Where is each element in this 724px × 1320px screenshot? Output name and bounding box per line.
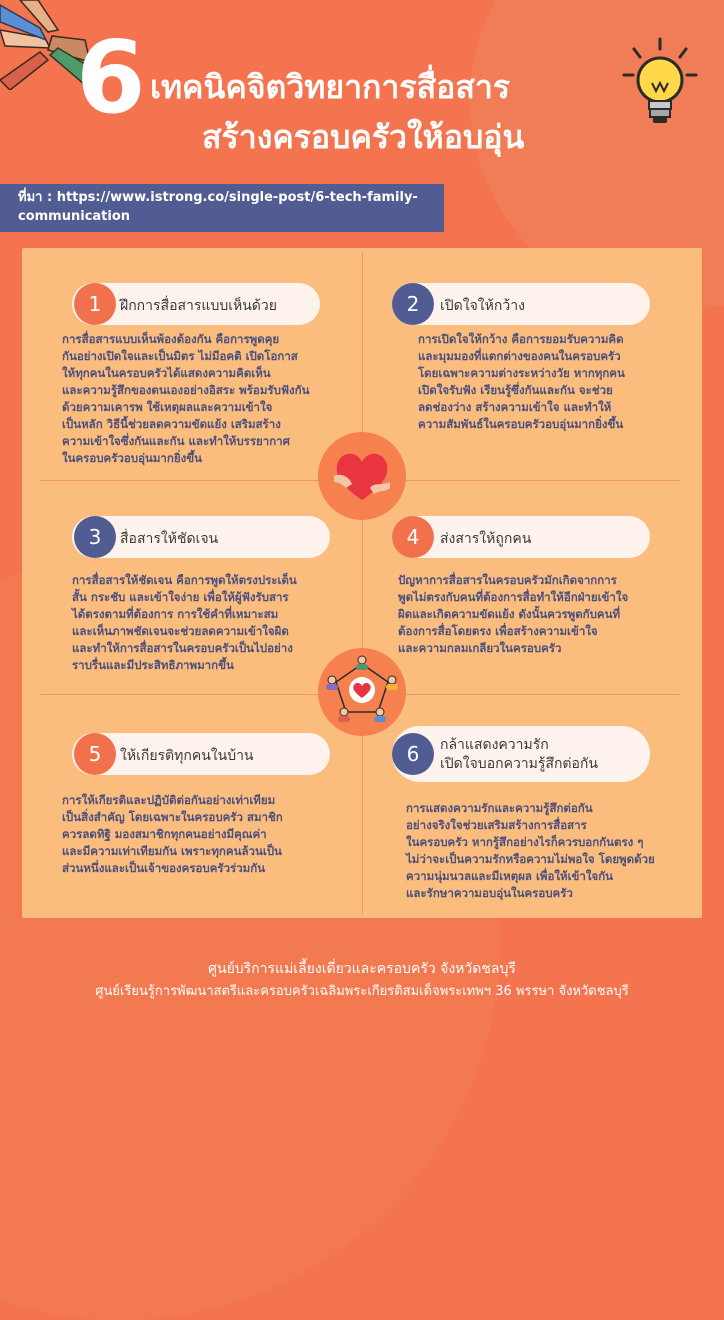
- item-3-number: 3: [74, 516, 116, 558]
- item-6-body: การแสดงความรักและความรู้สึกต่อกัน อย่างจริงใจช่วยเสริมสร้างการสื่อสาร ในครอบครัว หากรู้สึกอย่างไรก็ควรบอกกันตรง ๆ ไม่ว่าจะเป็นความรักหรือความไม่พอใจ โดยพูดด้วย ความนุ่มนวลและมีเหตุผล เพื่อให้เข้าใจกัน และรักษาความอบอุ่นในครอบครัว: [406, 801, 655, 900]
- item-3-title: สื่อสารให้ชัดเจน: [120, 531, 219, 547]
- item-6-title: กล้าแสดงความรัก เปิดใจบอกความรู้สึกต่อกัน: [440, 737, 598, 772]
- lightbulb-icon: [620, 35, 700, 135]
- item-3-body: การสื่อสารให้ชัดเจน คือการพูดให้ตรงประเด็น สั้น กระชับ และเข้าใจง่าย เพื่อให้ผู้ฟังรับสาร ได้ตรงตามที่ต้องการ การใช้คำที่เหมาะสม และเห็นภาพชัดเจนจะช่วยลดความเข้าใจผิด และทำให้การสื่อสารในครอบครัวเป็นไปอย่าง ราบรื่นและมีประสิทธิภาพมากขึ้น: [72, 573, 297, 672]
- item-6-number: 6: [392, 733, 434, 775]
- page-title-line-1: เทคนิคจิตวิทยาการสื่อสาร: [150, 68, 510, 106]
- item-1-number: 1: [74, 283, 116, 325]
- item-5-title: ให้เกียรติทุกคนในบ้าน: [120, 748, 254, 764]
- item-5-number: 5: [74, 733, 116, 775]
- page-title-line-2: สร้างครอบครัวให้อบอุ่น: [202, 118, 525, 156]
- heart-hug-icon: [328, 442, 396, 510]
- item-5-body: การให้เกียรติและปฏิบัติต่อกันอย่างเท่าเทียม เป็นสิ่งสำคัญ โดยเฉพาะในครอบครัว สมาชิก ควรลดทิฐิ มองสมาชิกทุกคนอย่างมีคุณค่า และมีความเท่าเทียมกัน เพราะทุกคนล้วนเป็น ส่วนหนึ่งและเป็นเจ้าของครอบครัวร่วมกัน: [62, 793, 283, 875]
- vertical-divider: [362, 252, 363, 914]
- footer-line-1: ศูนย์บริการแม่เลี้ยงเดี่ยวและครอบครัว จังหวัดชลบุรี: [208, 961, 516, 977]
- item-4-body: ปัญหาการสื่อสารในครอบครัวมักเกิดจากการ พูดไม่ตรงกับคนที่ต้องการสื่อทำให้อีกฝ่ายเข้าใจ ผิดและเกิดความขัดแย้ง ดังนั้นควรพูดกับคนที่ ต้องการสื่อโดยตรง เพื่อสร้างความเข้าใจ และความกลมเกลียวในครอบครัว: [398, 573, 629, 655]
- item-2-title: เปิดใจให้กว้าง: [440, 298, 525, 314]
- item-4-number: 4: [392, 516, 434, 558]
- source-banner: ที่มา : https://www.istrong.co/single-post/6-tech-family-communication: [0, 184, 444, 232]
- footer-line-2: ศูนย์เรียนรู้การพัฒนาสตรีและครอบครัวเฉลิมพระเกียรติสมเด็จพระเทพฯ 36 พรรษา จังหวัดชลบุรี: [95, 984, 629, 999]
- title-number: 6: [76, 19, 146, 136]
- item-2-number: 2: [392, 283, 434, 325]
- item-4-title: ส่งสารให้ถูกคน: [440, 531, 532, 547]
- item-2-body: การเปิดใจให้กว้าง คือการยอมรับความคิด และมุมมองที่แตกต่างของคนในครอบครัว โดยเฉพาะความต่างระหว่างวัย หากทุกคน เปิดใจรับฟัง เรียนรู้ซึ่งกันและกัน จะช่วย ลดช่องว่าง สร้างความเข้าใจ และทำให้ ความสัมพันธ์ในครอบครัวอบอุ่นมากยิ่งขึ้น: [418, 332, 625, 431]
- family-network-icon: [322, 650, 402, 730]
- item-1-body: การสื่อสารแบบเห็นพ้องต้องกัน คือการพูดคุย กันอย่างเปิดใจและเป็นมิตร ไม่มีอคติ เปิดโอกาส ให้ทุกคนในครอบครัวได้แสดงความคิดเห็น และความรู้สึกของตนเองอย่างอิสระ พร้อมรับฟังกัน ด้วยความเคารพ ใช้เหตุผลและความเข้าใจ เป็นหลัก วิธีนี้ช่วยลดความขัดแย้ง เสริมสร้าง ความเข้าใจซึ่งกันและกัน และทำให้บรรยากาศ ในครอบครัวอบอุ่นมากยิ่งขึ้น: [62, 332, 310, 465]
- item-1-title: ฝึกการสื่อสารแบบเห็นด้วย: [120, 298, 277, 314]
